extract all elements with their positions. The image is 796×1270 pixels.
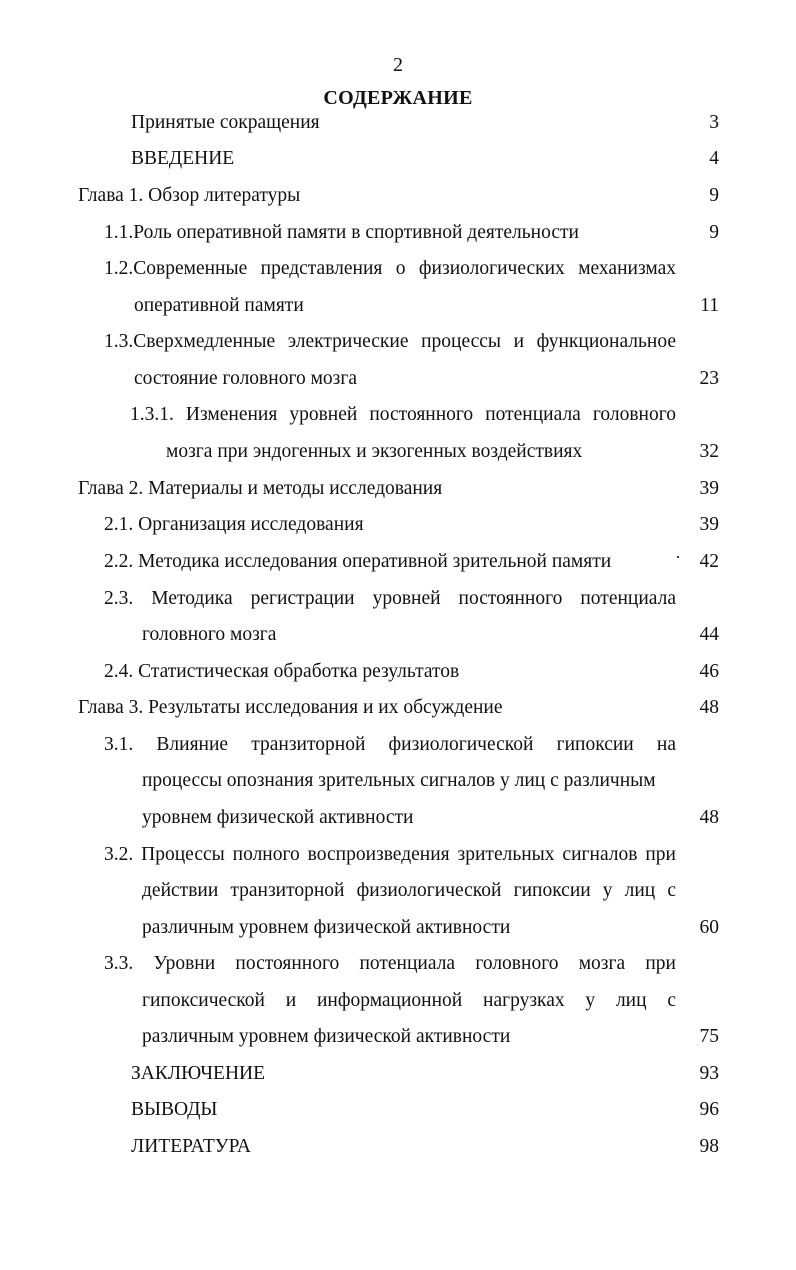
toc-page-number: 9 [709,222,719,243]
toc-entry-text: оперативной памяти [134,295,304,316]
toc-entry-text: Глава 1. Обзор литературы [78,185,301,206]
toc-entry-text: 3.3. Уровни постоянного потенциала головного мозга при [104,953,676,974]
toc-entry-text: действии транзиторной физиологической гипоксии у лиц с [142,880,676,901]
toc-entry-text: 1.1.Роль оперативной памяти в спортивной деятельности [104,222,579,243]
toc-entry-text: 3.2. Процессы полного воспроизведения зрительных сигналов при [104,844,676,865]
toc-page-number: 60 [699,917,719,938]
toc-entry-text: различным уровнем физической активности [142,917,511,938]
toc-entry-text: ЛИТЕРАТУРА [131,1136,251,1157]
toc-page-number: 39 [699,478,719,499]
toc-page-number: 46 [699,661,719,682]
toc-entry-text: 2.2. Методика исследования оперативной зрительной памяти [104,551,612,572]
toc-page-number: 93 [699,1063,719,1084]
page-number: 2 [393,54,403,76]
toc-entry-text: ВЫВОДЫ [131,1099,218,1120]
toc-page-number: 32 [699,441,719,462]
toc-entry-text: состояние головного мозга [134,368,358,389]
toc-page-number: 48 [699,807,719,828]
toc-entry-text: 2.3. Методика регистрации уровней постоянного потенциала [104,588,676,609]
toc-page-number: 75 [699,1026,719,1047]
toc-entry-text: ВВЕДЕНИЕ [131,148,235,169]
toc-page-number: 3 [709,112,719,133]
toc-page-number: 39 [699,514,719,535]
toc-entry-text: уровнем физической активности [142,807,414,828]
toc-page-number: 98 [699,1136,719,1157]
scan-speck [677,556,679,558]
toc-entry-text: 2.1. Организация исследования [104,514,364,535]
toc-entry-text: 1.3.1. Изменения уровней постоянного потенциала головного [130,404,676,425]
toc-entry-text: 1.3.Сверхмедленные электрические процессы и функциональное [104,331,676,352]
toc-page-number: 96 [699,1099,719,1120]
toc-page-number: 42 [699,551,719,572]
page-title: СОДЕРЖАНИЕ [323,87,473,109]
toc-entry-text: 2.4. Статистическая обработка результатов [104,661,460,682]
toc-entry-text: 1.2.Современные представления о физиологических механизмах [104,258,676,279]
toc-entry-text: Принятые сокращения [131,112,320,133]
toc-page-number: 23 [699,368,719,389]
toc-entry-text: Глава 2. Материалы и методы исследования [78,478,443,499]
toc-entry-text: различным уровнем физической активности [142,1026,511,1047]
toc-entry-text: головного мозга [142,624,277,645]
toc-page-number: 4 [709,148,719,169]
toc-page-number: 11 [700,295,719,316]
toc-entry-text: ЗАКЛЮЧЕНИЕ [131,1063,266,1084]
toc-page-number: 44 [699,624,719,645]
toc-entry-text: процессы опознания зрительных сигналов у лиц с различным [142,770,656,791]
toc-entry-text: Глава 3. Результаты исследования и их обсуждение [78,697,503,718]
toc-entry-text: 3.1. Влияние транзиторной физиологической гипоксии на [104,734,676,755]
toc-page-number: 48 [699,697,719,718]
toc-entry-text: гипоксической и информационной нагрузках у лиц с [142,990,676,1011]
toc-page-number: 9 [709,185,719,206]
toc-entry-text: мозга при эндогенных и экзогенных воздействиях [166,441,583,462]
